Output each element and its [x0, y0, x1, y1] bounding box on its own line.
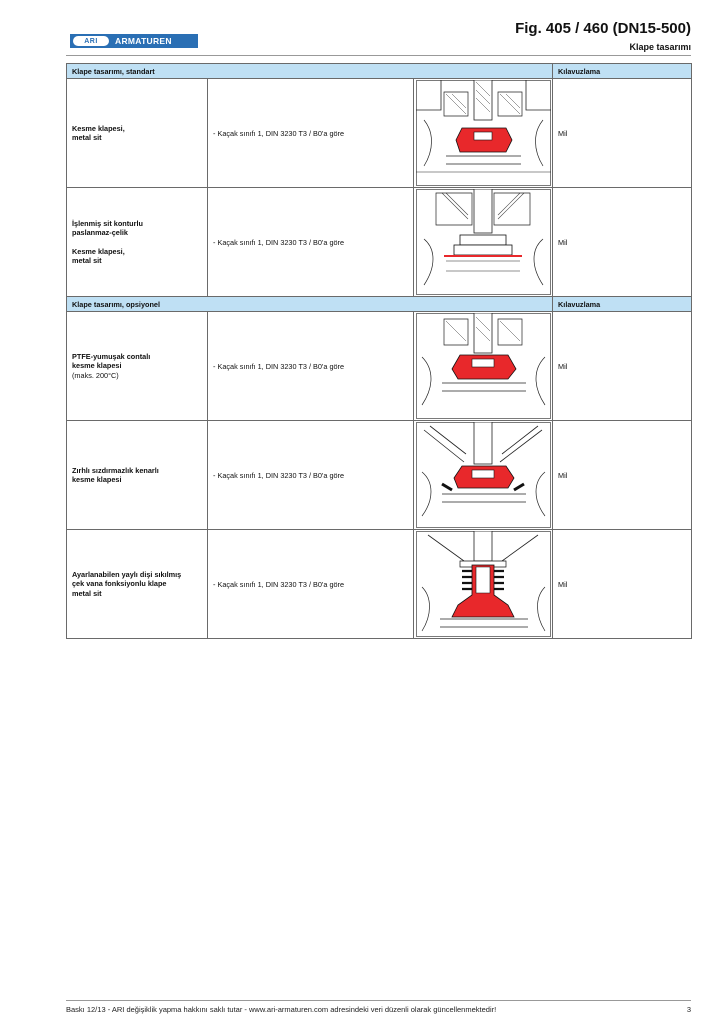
drawing-cell [414, 421, 553, 530]
section-header-optional [67, 297, 692, 312]
drawing-cell [414, 79, 553, 188]
disc-name-line: paslanmaz-çelik [72, 228, 128, 237]
guide-cell: Mil [553, 188, 692, 297]
section-title: Klape tasarımı, opsiyonel [67, 297, 553, 312]
drawing-cell [414, 312, 553, 421]
table-row [67, 421, 692, 530]
valve-section-drawing [416, 531, 551, 637]
disc-name-line: PTFE-yumuşak contalı [72, 351, 151, 361]
disc-name-line: Kesme klapesi, [72, 123, 125, 133]
valve-section-drawing [416, 189, 551, 295]
disc-name-line: metal sit [72, 256, 102, 265]
spec-cell: - Kaçak sınıfı 1, DIN 3230 T3 / B0'a göre [208, 79, 414, 188]
section-title: Klape tasarımı, standart [67, 64, 553, 79]
logo-mark: ARI [73, 36, 109, 46]
header-divider [66, 55, 691, 56]
disc-name-cell [67, 312, 208, 421]
disc-name-line: Ayarlanabilen yaylı dişi sıkılmış [72, 569, 182, 579]
disc-name-line: İşlenmiş sit konturlu [72, 218, 143, 228]
disc-name-line: Zırhlı sızdırmazlık kenarlı [72, 465, 159, 475]
guide-header: Kılavuzlama [553, 64, 692, 79]
table-row [67, 188, 692, 297]
disc-name-line: kesme klapesi [72, 475, 122, 484]
valve-section-drawing [416, 422, 551, 528]
guide-cell: Mil [553, 312, 692, 421]
table-row [67, 312, 692, 421]
disc-design-table [66, 63, 692, 639]
drawing-cell [414, 530, 553, 639]
disc-name-cell [67, 421, 208, 530]
guide-cell: Mil [553, 79, 692, 188]
table-row [67, 79, 692, 188]
drawing-cell [414, 188, 553, 297]
disc-name-cell [67, 530, 208, 639]
ari-armaturen-logo [70, 34, 198, 48]
spec-cell: - Kaçak sınıfı 1, DIN 3230 T3 / B0'a göre [208, 421, 414, 530]
footer-text: Baskı 12/13 - ARI değişiklik yapma hakkını saklı tutar - www.ari-armaturen.com adresindeki veri düzenli olarak güncellenmektedir! [66, 1005, 497, 1014]
disc-name-line: metal sit [72, 133, 102, 142]
section-header-standard [67, 64, 692, 79]
logo-text: ARMATUREN [115, 36, 172, 46]
disc-name-cell [67, 188, 208, 297]
disc-name-line: çek vana fonksiyonlu klape [72, 579, 167, 589]
disc-name-line: (maks. 200°C) [72, 370, 119, 380]
spec-cell: - Kaçak sınıfı 1, DIN 3230 T3 / B0'a göre [208, 530, 414, 639]
table-row [67, 530, 692, 639]
guide-cell: Mil [553, 421, 692, 530]
valve-section-drawing [416, 80, 551, 186]
disc-name-line: Kesme klapesi, [72, 246, 125, 256]
page-number: 3 [686, 1005, 691, 1014]
disc-name-line: metal sit [72, 588, 102, 598]
guide-header: Kılavuzlama [553, 297, 692, 312]
line-gap [72, 238, 202, 247]
spec-cell: - Kaçak sınıfı 1, DIN 3230 T3 / B0'a göre [208, 312, 414, 421]
disc-name-line: kesme klapesi [72, 361, 122, 371]
guide-cell: Mil [553, 530, 692, 639]
document-title: Fig. 405 / 460 (DN15-500) [515, 20, 691, 37]
document-subtitle: Klape tasarımı [629, 42, 691, 52]
spec-cell: - Kaçak sınıfı 1, DIN 3230 T3 / B0'a göre [208, 188, 414, 297]
footer-divider [66, 1000, 691, 1001]
valve-section-drawing [416, 313, 551, 419]
disc-name-cell [67, 79, 208, 188]
